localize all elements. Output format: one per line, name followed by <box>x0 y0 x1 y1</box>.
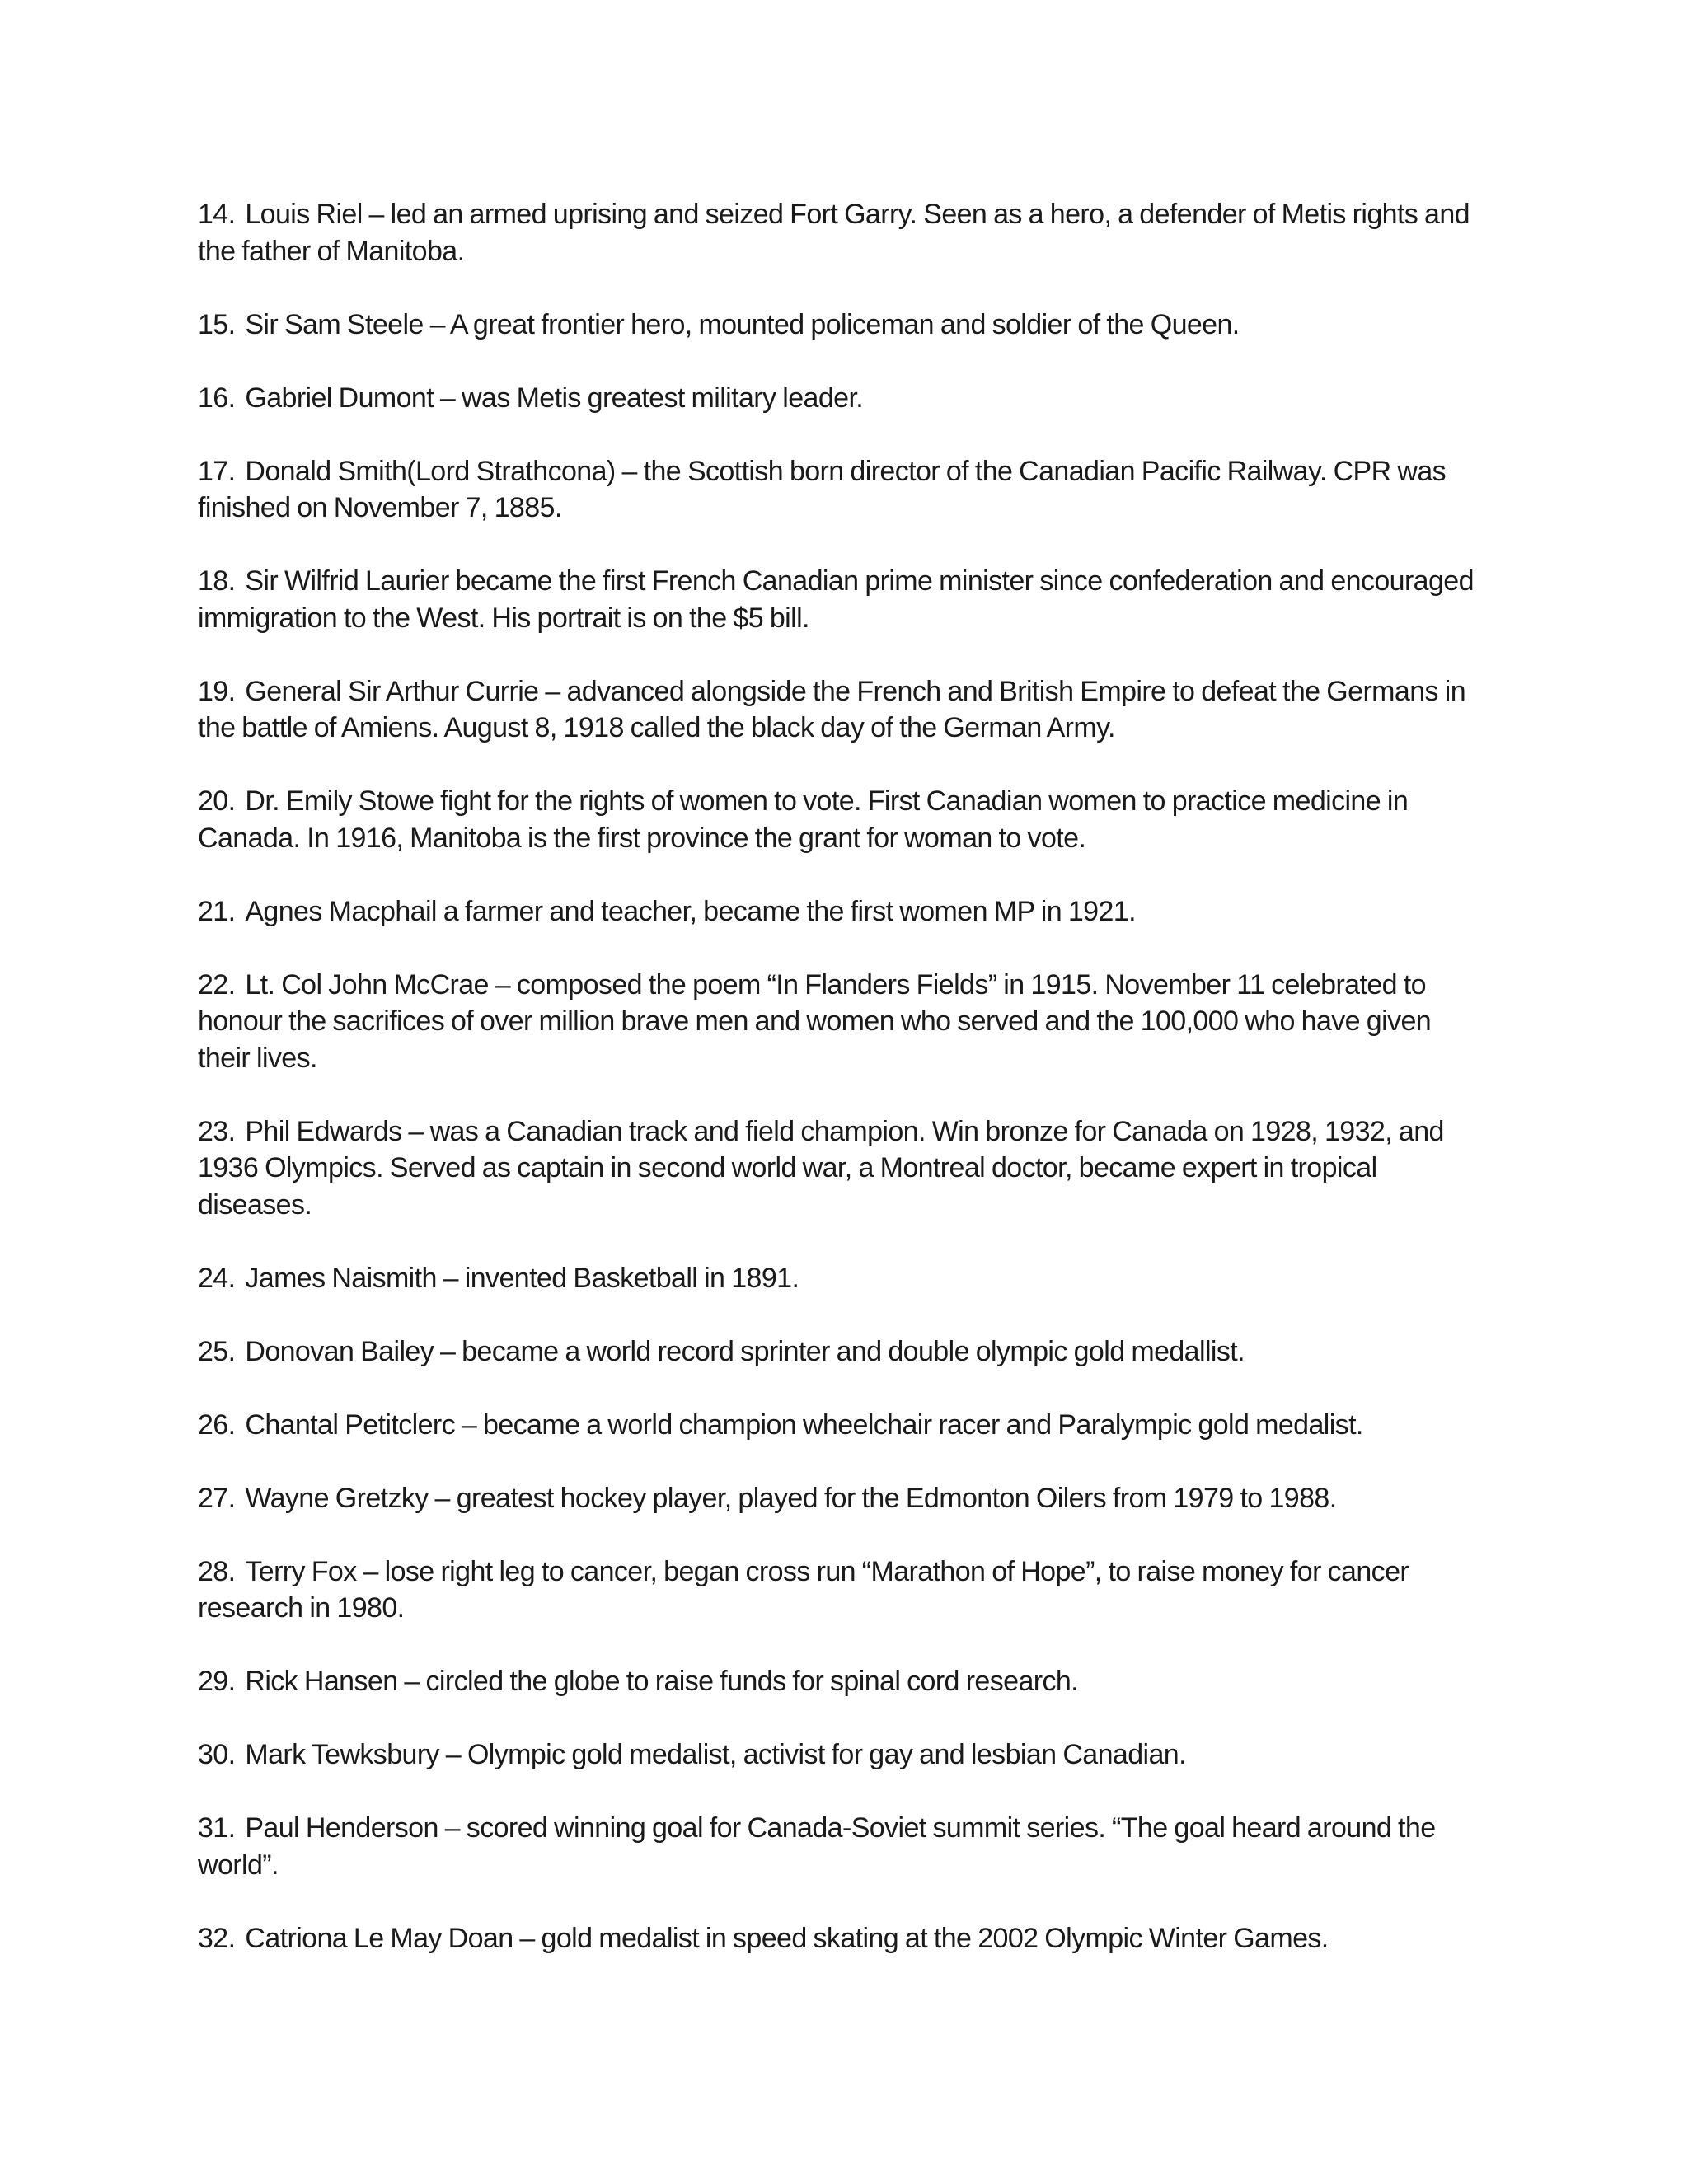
item-number: 15. <box>198 308 236 340</box>
list-item <box>198 1113 1484 1224</box>
item-number: 29. <box>198 1666 236 1697</box>
item-number: 30. <box>198 1739 236 1770</box>
item-text: Dr. Emily Stowe fight for the rights of women to vote. First Canadian women to practice medicine in Canada. In 1916, Manitoba is the first province the grant for woman to vote. <box>198 785 1409 854</box>
item-number: 23. <box>198 1115 236 1147</box>
item-number: 31. <box>198 1812 236 1844</box>
item-number: 21. <box>198 895 236 927</box>
item-number: 17. <box>198 455 236 487</box>
item-number: 14. <box>198 199 236 230</box>
item-number: 32. <box>198 1922 236 1954</box>
list-item <box>198 307 1484 344</box>
item-number: 18. <box>198 565 236 597</box>
list-item <box>198 1407 1484 1444</box>
list-item <box>198 1554 1484 1627</box>
item-text: Mark Tewksbury – Olympic gold medalist, activist for gay and lesbian Canadian. <box>245 1739 1186 1770</box>
list-item <box>198 1663 1484 1700</box>
list-item <box>198 893 1484 930</box>
item-number: 25. <box>198 1335 236 1367</box>
item-text: Sir Wilfrid Laurier became the first French Canadian prime minister since confederation and encouraged immigration to the West. His portrait is on the $5 bill. <box>198 565 1474 634</box>
list-item <box>198 673 1484 747</box>
item-number: 24. <box>198 1262 236 1294</box>
list-item <box>198 453 1484 527</box>
item-text: General Sir Arthur Currie – advanced alongside the French and British Empire to defeat the Germans in the battle of Amiens. August 8, 1918 called the black day of the German Army. <box>198 675 1466 743</box>
item-text: James Naismith – invented Basketball in 1891. <box>245 1262 799 1294</box>
list-item <box>198 380 1484 417</box>
item-text: Wayne Gretzky – greatest hockey player, played for the Edmonton Oilers from 1979 to 1988. <box>245 1482 1337 1514</box>
item-text: Agnes Macphail a farmer and teacher, became the first women MP in 1921. <box>245 895 1136 927</box>
item-text: Rick Hansen – circled the globe to raise funds for spinal cord research. <box>245 1666 1079 1697</box>
item-text: Donovan Bailey – became a world record sprinter and double olympic gold medallist. <box>245 1335 1245 1367</box>
item-text: Gabriel Dumont – was Metis greatest military leader. <box>245 382 864 414</box>
item-text: Sir Sam Steele – A great frontier hero, mounted policeman and soldier of the Queen. <box>245 308 1240 340</box>
list-item <box>198 1920 1484 1957</box>
item-number: 28. <box>198 1555 236 1587</box>
list-item <box>198 967 1484 1077</box>
item-number: 20. <box>198 785 236 817</box>
list-item <box>198 563 1484 636</box>
item-text: Catriona Le May Doan – gold medalist in speed skating at the 2002 Olympic Winter Games. <box>245 1922 1329 1954</box>
item-number: 19. <box>198 675 236 707</box>
item-list <box>198 196 1484 1994</box>
item-number: 27. <box>198 1482 236 1514</box>
item-text: Lt. Col John McCrae – composed the poem “In Flanders Fields” in 1915. November 11 celebrated to honour the sacrifices of over million brave men and women who served and the 100,000 who have given their lives. <box>198 968 1432 1074</box>
list-item <box>198 196 1484 269</box>
item-text: Phil Edwards – was a Canadian track and field champion. Win bronze for Canada on 1928, 1932, and 1936 Olympics. Served as captain in second world war, a Montreal doctor, became expert in tropical diseases. <box>198 1115 1444 1221</box>
item-text: Paul Henderson – scored winning goal for Canada-Soviet summit series. “The goal heard around the world”. <box>198 1812 1436 1881</box>
list-item <box>198 1480 1484 1517</box>
item-number: 26. <box>198 1408 236 1441</box>
item-number: 16. <box>198 382 236 414</box>
item-text: Louis Riel – led an armed uprising and seized Fort Garry. Seen as a hero, a defender of Metis rights and the father of Manitoba. <box>198 199 1470 267</box>
list-item <box>198 1810 1484 1883</box>
list-item <box>198 1260 1484 1297</box>
list-item <box>198 1333 1484 1371</box>
item-number: 22. <box>198 968 236 1001</box>
item-text: Chantal Petitclerc – became a world champion wheelchair racer and Paralympic gold medalist. <box>245 1408 1363 1441</box>
item-text: Donald Smith(Lord Strathcona) – the Scottish born director of the Canadian Pacific Railway. CPR was finished on November 7, 1885. <box>198 455 1447 523</box>
list-item <box>198 783 1484 856</box>
list-item <box>198 1736 1484 1774</box>
item-text: Terry Fox – lose right leg to cancer, began cross run “Marathon of Hope”, to raise money for cancer research in 1980. <box>198 1555 1409 1624</box>
